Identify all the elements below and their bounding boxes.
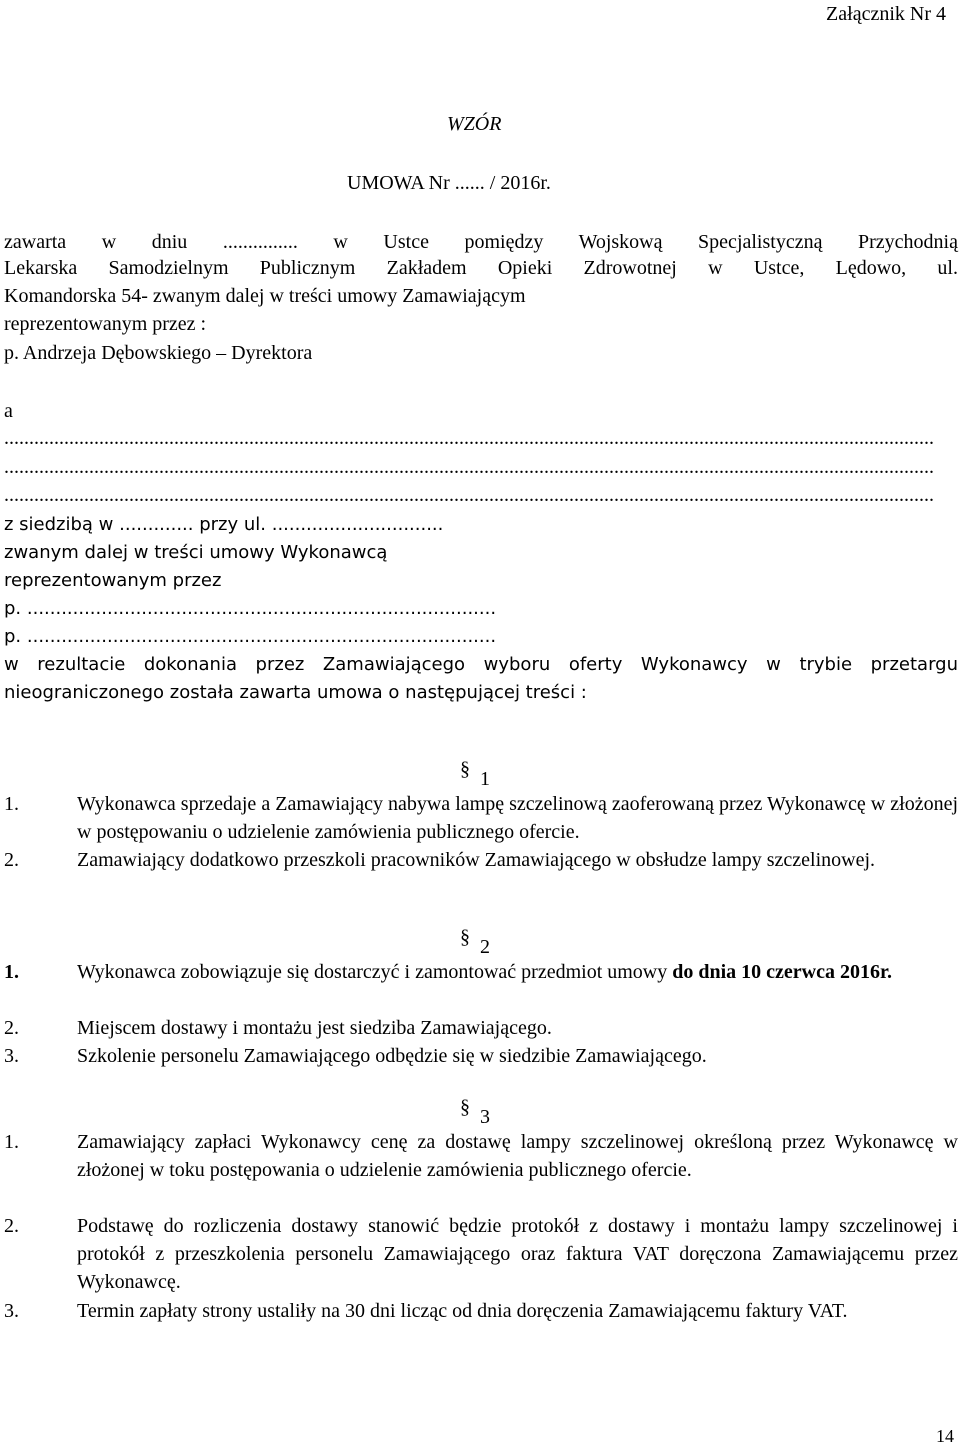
contractor-a: a xyxy=(4,400,13,422)
intro-line-2: Lekarska Samodzielnym Publicznym Zakładem Opieki Zdrowotnej w Ustce, Lędowo, ul. xyxy=(4,257,958,279)
contractor-represented: reprezentowanym przez xyxy=(4,570,222,591)
item-text: Zamawiający dodatkowo przeszkoli pracowników Zamawiającego w obsłudze lampy szczelinowej. xyxy=(77,849,876,871)
section-2-item-2 xyxy=(0,1014,960,1044)
item-number: 2. xyxy=(4,1017,19,1039)
item-number: 1. xyxy=(4,961,19,983)
section-3-item-3 xyxy=(0,1297,960,1357)
contractor-dots-2: .......................................................................................................................................................................................... xyxy=(4,456,934,478)
section-number: 1 xyxy=(480,768,490,790)
section-1-item-1 xyxy=(0,790,960,850)
item-number: 1. xyxy=(4,793,19,815)
contractor-called: zwanym dalej w treści umowy Wykonawcą xyxy=(4,542,388,563)
contractor-seat: z siedzibą w ............. przy ul. .............................. xyxy=(4,514,444,535)
item-text: Wykonawca sprzedaje a Zamawiający nabywa lampę szczelinową zaoferowaną przez Wykonawcę w złożonej w postępowaniu o udzielenie zamówienia publicznego ofercie. xyxy=(77,793,958,843)
contractor-dots-3: .......................................................................................................................................................................................... xyxy=(4,484,934,506)
attachment-label: Załącznik Nr 4 xyxy=(826,3,946,25)
item-number: 3. xyxy=(4,1300,19,1322)
section-2-item-3 xyxy=(0,1042,960,1072)
template-label: WZÓR xyxy=(447,113,502,135)
contract-title: UMOWA Nr ...... / 2016r. xyxy=(347,172,551,194)
result-line-2: nieograniczonego została zawarta umowa o następującej treści : xyxy=(4,682,587,703)
item-text: Termin zapłaty strony ustaliły na 30 dni licząc od dnia doręczenia Zamawiającemu faktury VAT. xyxy=(77,1300,848,1322)
contractor-person-1: p. .................................................................................. xyxy=(4,598,497,619)
section-1-item-2 xyxy=(0,846,960,906)
contractor-dots-1: .......................................................................................................................................................................................... xyxy=(4,427,934,449)
intro-line-4: reprezentowanym przez : xyxy=(4,313,207,335)
intro-line-5: p. Andrzeja Dębowskiego – Dyrektora xyxy=(4,342,313,364)
item-text: Zamawiający zapłaci Wykonawcy cenę za dostawę lampy szczelinowej określoną przez Wykonawcę w złożonej w toku postępowania o udzielenie zamówienia publicznego ofercie. xyxy=(77,1131,958,1181)
item-number: 3. xyxy=(4,1045,19,1067)
contractor-person-2: p. .................................................................................. xyxy=(4,626,497,647)
item-text: Podstawę do rozliczenia dostawy stanowić będzie protokół z dostawy i montażu lampy szczelinowej i protokół z przeszkolenia personelu Zamawiającego oraz faktura VAT doręczona Zamawiającemu przez Wykonawcę. xyxy=(77,1215,958,1293)
section-number: 2 xyxy=(480,936,490,958)
section-symbol: § xyxy=(460,1096,470,1118)
item-number: 1. xyxy=(4,1131,19,1153)
section-number: 3 xyxy=(480,1106,490,1128)
result-line-1: w rezultacie dokonania przez Zamawiającego wyboru oferty Wykonawcy w trybie przetargu xyxy=(4,654,958,675)
item-number: 2. xyxy=(4,1215,19,1237)
intro-line-1: zawarta w dniu ............... w Ustce pomiędzy Wojskową Specjalistyczną Przychodnią xyxy=(4,231,958,253)
delivery-deadline: do dnia 10 czerwca 2016r. xyxy=(672,961,893,983)
section-symbol: § xyxy=(460,758,470,780)
intro-line-3: Komandorska 54- zwanym dalej w treści umowy Zamawiającym xyxy=(4,285,526,307)
item-text: Szkolenie personelu Zamawiającego odbędzie się w siedzibie Zamawiającego. xyxy=(77,1045,707,1067)
item-number: 2. xyxy=(4,849,19,871)
section-3-item-2 xyxy=(0,1212,960,1298)
item-text-normal: Wykonawca zobowiązuje się dostarczyć i zamontować przedmiot umowy xyxy=(77,961,673,983)
page-number: 14 xyxy=(936,1426,954,1446)
section-symbol: § xyxy=(460,926,470,948)
section-3-item-1 xyxy=(0,1128,960,1214)
item-text xyxy=(77,958,958,986)
item-text: Miejscem dostawy i montażu jest siedziba Zamawiającego. xyxy=(77,1017,552,1039)
section-2-item-1 xyxy=(0,958,960,1018)
